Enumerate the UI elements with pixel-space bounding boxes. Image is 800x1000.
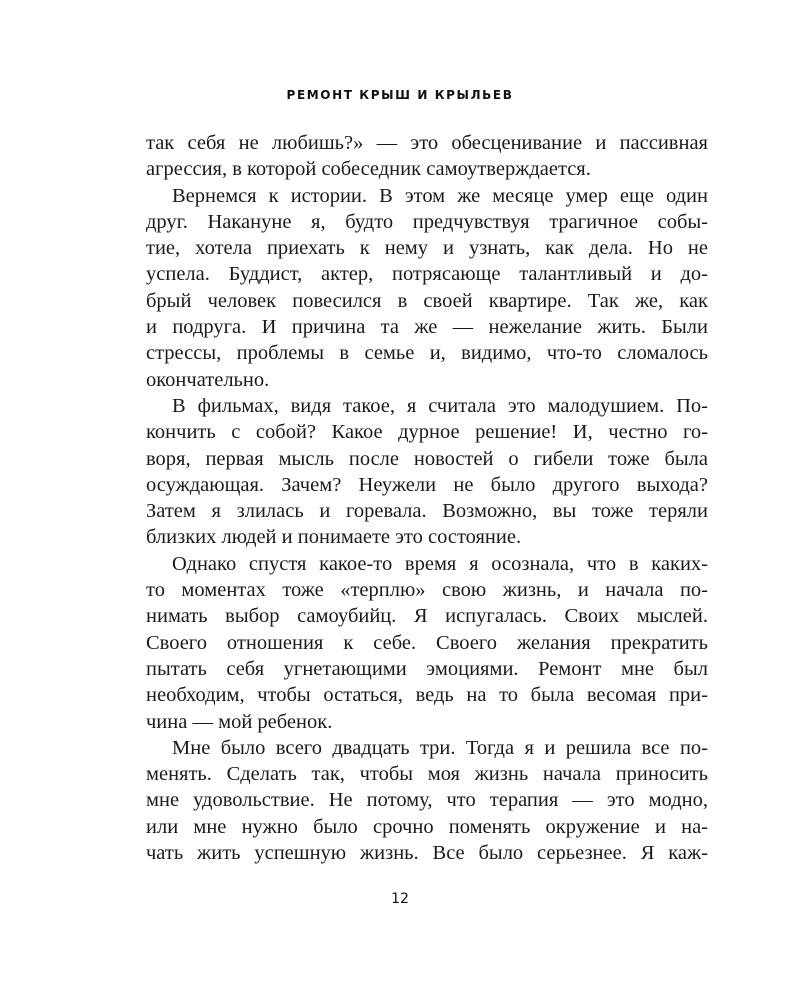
text-line: необходим, чтобы остаться, ведь на то была весомая при- — [146, 684, 708, 707]
text-line: или мне нужно было срочно поменять окружение и на- — [146, 815, 708, 838]
text-line: пытать себя угнетающими эмоциями. Ремонт мне был — [146, 657, 708, 680]
text-line: Своего отношения к себе. Своего желания прекратить — [146, 631, 708, 654]
text-line: агрессия, в которой собеседник самоутверждается. — [146, 158, 591, 181]
paragraph — [146, 735, 708, 866]
text-line: то моментах тоже «терплю» свою жизнь, и начала по- — [146, 579, 708, 602]
text-line: менять. Сделать так, чтобы моя жизнь начала приносить — [146, 763, 708, 786]
text-line: чать жить успешную жизнь. Все было серьезнее. Я каж- — [146, 842, 708, 865]
running-head: РЕМОНТ КРЫШ И КРЫЛЬЕВ — [286, 88, 514, 102]
text-line: и подруга. И причина та же — нежелание жить. Были — [146, 316, 708, 339]
body-text — [146, 130, 708, 866]
text-line: друг. Накануне я, будто предчувствуя трагичное собы- — [146, 210, 708, 233]
text-line: Затем я злилась и горевала. Возможно, вы тоже теряли — [146, 500, 708, 523]
text-line: близких людей и понимаете это состояние. — [146, 526, 522, 549]
text-line: стрессы, проблемы в семье и, видимо, что-то сломалось — [146, 342, 708, 365]
paragraph — [146, 393, 708, 551]
paragraph — [146, 551, 708, 735]
text-line: Однако спустя какое-то время я осознала, что в каких- — [172, 552, 708, 575]
text-line: осуждающая. Зачем? Неужели не было другого выхода? — [146, 473, 708, 496]
text-line: кончить с собой? Какое дурное решение! И, честно го- — [146, 421, 708, 444]
paragraph — [146, 183, 708, 393]
text-line: Мне было всего двадцать три. Тогда я и решила все по- — [172, 736, 708, 759]
text-line: окончательно. — [146, 368, 270, 391]
text-line: мне удовольствие. Не потому, что терапия — это модно, — [146, 789, 708, 812]
text-line: успела. Буддист, актер, потрясающе талантливый и до- — [146, 263, 708, 286]
text-line: тие, хотела приехать к нему и узнать, как дела. Но не — [146, 237, 708, 260]
paragraph — [146, 130, 708, 183]
text-line: В фильмах, видя такое, я считала это малодушием. По- — [172, 394, 708, 417]
text-line: чина — мой ребенок. — [146, 710, 333, 733]
text-line: Вернемся к истории. В этом же месяце умер еще один — [172, 184, 708, 207]
text-line: нимать выбор самоубийц. Я испугалась. Своих мыслей. — [146, 605, 708, 628]
text-line: воря, первая мысль после новостей о гибели тоже была — [146, 447, 708, 470]
page-number: 12 — [391, 891, 409, 907]
text-line: брый человек повесился в своей квартире. Так же, как — [146, 289, 708, 312]
text-line: так себя не любишь?» — это обесценивание и пассивная — [146, 132, 708, 154]
